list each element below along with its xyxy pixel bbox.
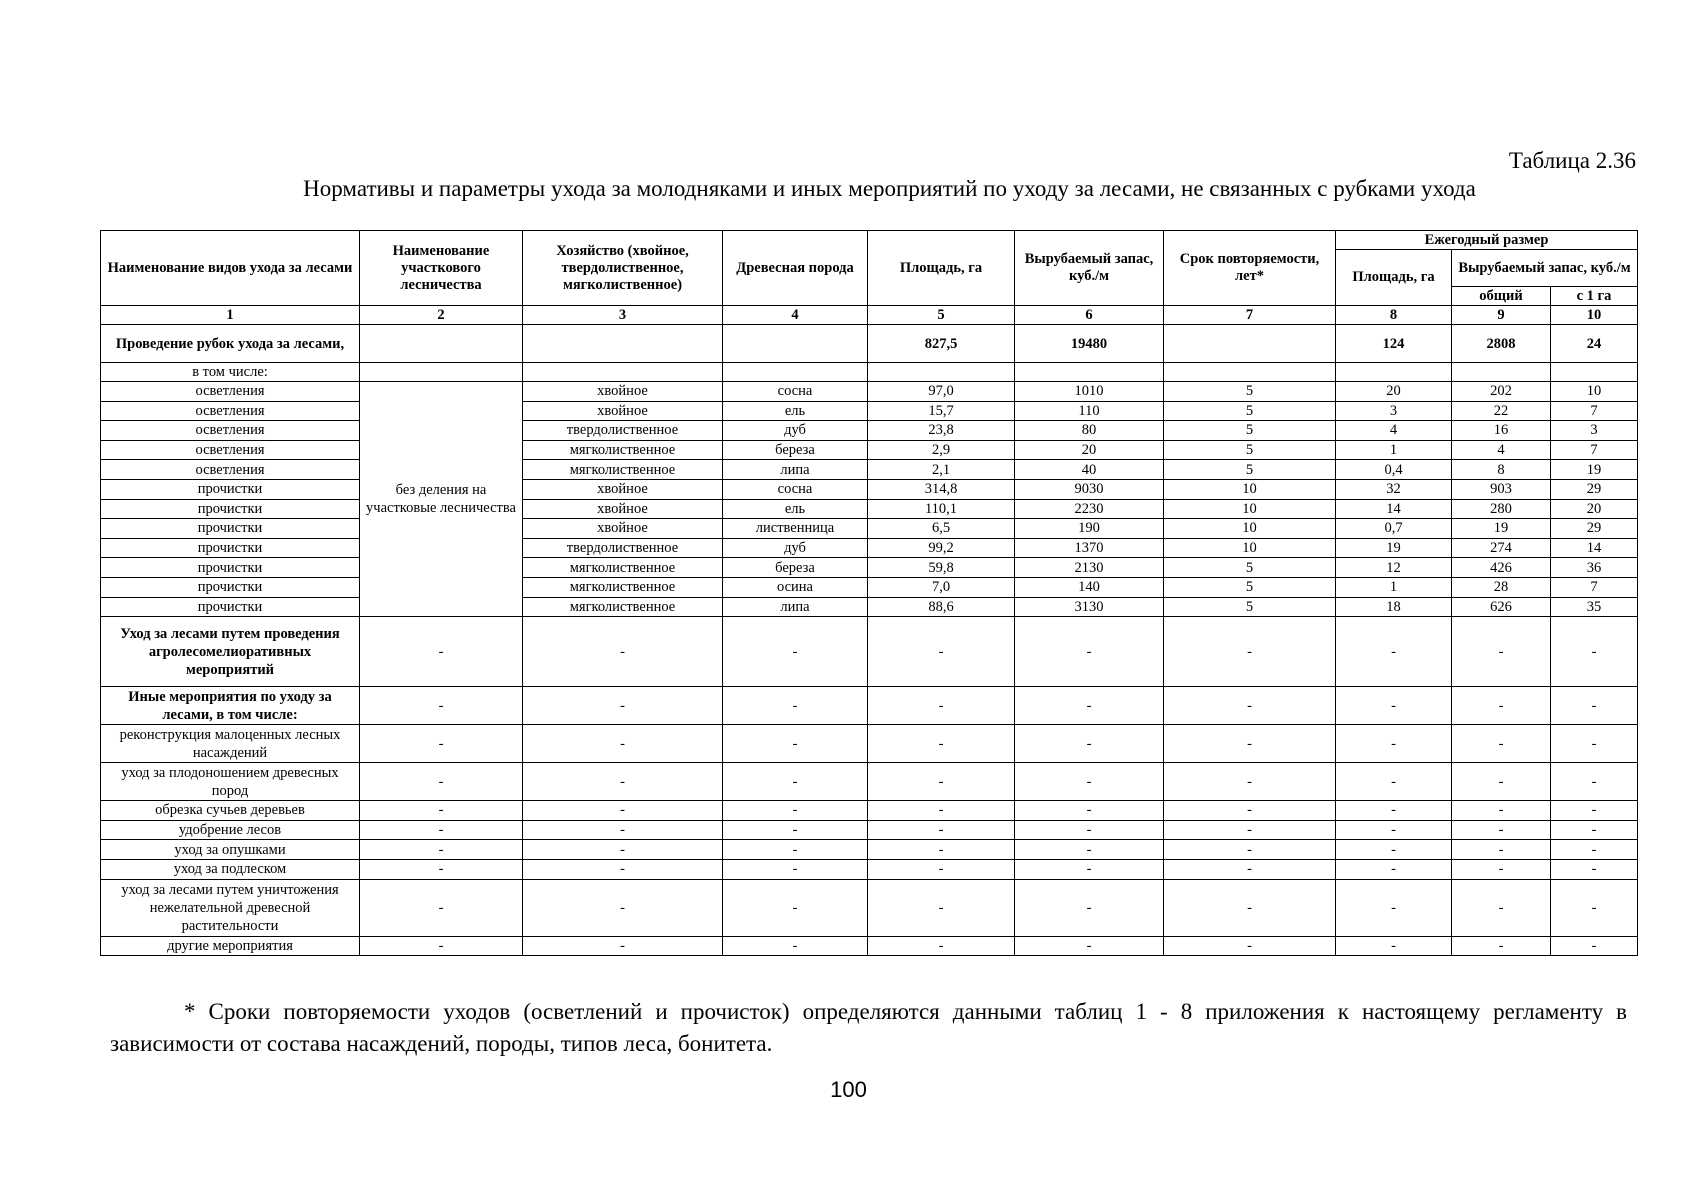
- dash-cell: -: [723, 687, 868, 725]
- table-cell: [1551, 363, 1638, 382]
- col-number: 5: [868, 306, 1015, 325]
- dash-cell: -: [1164, 859, 1336, 879]
- dash-cell: -: [868, 820, 1015, 840]
- dash-cell: -: [1452, 840, 1551, 860]
- dash-cell: -: [868, 801, 1015, 821]
- dash-cell: -: [868, 840, 1015, 860]
- dash-cell: -: [1551, 763, 1638, 801]
- table-row: [101, 597, 1638, 617]
- table-cell: 19: [1452, 519, 1551, 539]
- table-cell: 20: [1551, 499, 1638, 519]
- dash-cell: -: [723, 763, 868, 801]
- table-cell: 5: [1164, 558, 1336, 578]
- dash-cell: -: [360, 763, 523, 801]
- col-number: 9: [1452, 306, 1551, 325]
- dash-cell: -: [1551, 840, 1638, 860]
- table-row: [101, 859, 1638, 879]
- dash-cell: -: [723, 617, 868, 687]
- table-cell: липа: [723, 460, 868, 480]
- table-cell: сосна: [723, 479, 868, 499]
- table-cell: 14: [1336, 499, 1452, 519]
- table-cell: 903: [1452, 479, 1551, 499]
- table-cell: 1370: [1015, 538, 1164, 558]
- table-cell: 88,6: [868, 597, 1015, 617]
- table-cell: 19: [1551, 460, 1638, 480]
- dash-cell: -: [723, 879, 868, 936]
- header-col-7: Срок повторяемости, лет*: [1164, 231, 1336, 306]
- column-numbers-row: [101, 306, 1638, 325]
- table-cell: 7: [1551, 440, 1638, 460]
- dash-cell: -: [523, 879, 723, 936]
- dash-cell: -: [723, 801, 868, 821]
- dash-cell: -: [523, 725, 723, 763]
- activity-name: удобрение лесов: [101, 820, 360, 840]
- dash-cell: -: [1551, 879, 1638, 936]
- table-row: [101, 617, 1638, 687]
- dash-cell: -: [1452, 687, 1551, 725]
- table-cell: 3: [1551, 421, 1638, 441]
- dash-cell: -: [1551, 820, 1638, 840]
- table-cell: 2,9: [868, 440, 1015, 460]
- table-cell: мягколиственное: [523, 558, 723, 578]
- header-col-10: с 1 га: [1551, 287, 1638, 306]
- dash-cell: -: [1336, 687, 1452, 725]
- table-cell: 7: [1551, 577, 1638, 597]
- care-type: осветления: [101, 382, 360, 402]
- dash-cell: -: [1551, 859, 1638, 879]
- table-cell: мягколиственное: [523, 460, 723, 480]
- table-cell: лиственница: [723, 519, 868, 539]
- table-cell: 10: [1164, 499, 1336, 519]
- col-number: 7: [1164, 306, 1336, 325]
- dash-cell: -: [1015, 879, 1164, 936]
- activity-name: обрезка сучьев деревьев: [101, 801, 360, 821]
- table-cell: 5: [1164, 382, 1336, 402]
- table-cell: 190: [1015, 519, 1164, 539]
- table-row: [101, 936, 1638, 956]
- table-cell: береза: [723, 558, 868, 578]
- table-cell: 20: [1336, 382, 1452, 402]
- table-cell: 99,2: [868, 538, 1015, 558]
- table-cell: 12: [1336, 558, 1452, 578]
- dash-cell: -: [523, 801, 723, 821]
- table-cell: 1: [1336, 440, 1452, 460]
- dash-cell: -: [1164, 617, 1336, 687]
- table-row: [101, 479, 1638, 499]
- table-cell: 6,5: [868, 519, 1015, 539]
- table-row: [101, 725, 1638, 763]
- care-type: прочистки: [101, 538, 360, 558]
- table-cell: 314,8: [868, 479, 1015, 499]
- table-title: Нормативы и параметры ухода за молодняками и иных мероприятий по уходу за лесами, не связанных с рубками ухода: [303, 176, 1476, 201]
- col-number: 8: [1336, 306, 1452, 325]
- dash-cell: -: [868, 617, 1015, 687]
- header-col-3: Хозяйство (хвойное, твердолиственное, мягколиственное): [523, 231, 723, 306]
- table-cell: 280: [1452, 499, 1551, 519]
- col-number: 6: [1015, 306, 1164, 325]
- table-cell: береза: [723, 440, 868, 460]
- table-cell: [1164, 325, 1336, 363]
- table-cell: 274: [1452, 538, 1551, 558]
- table-cell: [868, 363, 1015, 382]
- including-label: в том числе:: [101, 363, 360, 382]
- table-row: [101, 460, 1638, 480]
- dash-cell: -: [360, 879, 523, 936]
- dash-cell: -: [360, 725, 523, 763]
- col-number: 4: [723, 306, 868, 325]
- dash-cell: -: [1015, 840, 1164, 860]
- table-row: [101, 820, 1638, 840]
- table-cell: ель: [723, 401, 868, 421]
- table-row: [101, 879, 1638, 936]
- table-cell: 2230: [1015, 499, 1164, 519]
- dash-cell: -: [723, 840, 868, 860]
- dash-cell: -: [1336, 840, 1452, 860]
- table-number: Таблица 2.36: [1508, 148, 1636, 173]
- table-cell: [1164, 363, 1336, 382]
- table-cell: [723, 363, 868, 382]
- care-type: прочистки: [101, 558, 360, 578]
- dash-cell: -: [1551, 687, 1638, 725]
- table-cell: 36: [1551, 558, 1638, 578]
- table-cell: 19: [1336, 538, 1452, 558]
- table-cell: 626: [1452, 597, 1551, 617]
- dash-cell: -: [1015, 801, 1164, 821]
- table-row: [101, 763, 1638, 801]
- care-type: осветления: [101, 401, 360, 421]
- dash-cell: -: [868, 725, 1015, 763]
- dash-cell: -: [1015, 820, 1164, 840]
- dash-cell: -: [1015, 763, 1164, 801]
- table-body: [101, 306, 1638, 956]
- table-cell: 202: [1452, 382, 1551, 402]
- summary-name: Проведение рубок ухода за лесами,: [101, 325, 360, 363]
- dash-cell: -: [523, 820, 723, 840]
- table-cell: хвойное: [523, 401, 723, 421]
- table-cell: 15,7: [868, 401, 1015, 421]
- dash-cell: -: [360, 859, 523, 879]
- page-number: 100: [830, 1077, 867, 1102]
- table-cell: 5: [1164, 401, 1336, 421]
- dash-cell: -: [1452, 820, 1551, 840]
- table-cell: 110: [1015, 401, 1164, 421]
- table-cell: [523, 325, 723, 363]
- table-cell: 16: [1452, 421, 1551, 441]
- table-cell: 2130: [1015, 558, 1164, 578]
- dash-cell: -: [1336, 801, 1452, 821]
- header-annual: Ежегодный размер: [1336, 231, 1638, 250]
- lesnichestvo-cell: без деления на участковые лесничества: [360, 382, 523, 617]
- summary-volume: 19480: [1015, 325, 1164, 363]
- col-number: 3: [523, 306, 723, 325]
- dash-cell: -: [1336, 879, 1452, 936]
- table-cell: [1336, 363, 1452, 382]
- table-cell: хвойное: [523, 519, 723, 539]
- dash-cell: -: [1015, 936, 1164, 956]
- dash-cell: -: [360, 820, 523, 840]
- table-cell: 5: [1164, 421, 1336, 441]
- care-type: осветления: [101, 440, 360, 460]
- table-cell: 7,0: [868, 577, 1015, 597]
- dash-cell: -: [1452, 617, 1551, 687]
- table-cell: 4: [1452, 440, 1551, 460]
- summary-row: [101, 325, 1638, 363]
- table-cell: 10: [1164, 538, 1336, 558]
- col-number: 10: [1551, 306, 1638, 325]
- dash-cell: -: [523, 936, 723, 956]
- table-cell: 10: [1164, 519, 1336, 539]
- care-type: прочистки: [101, 597, 360, 617]
- dash-cell: -: [868, 936, 1015, 956]
- table-cell: 426: [1452, 558, 1551, 578]
- dash-cell: -: [360, 801, 523, 821]
- dash-cell: -: [1015, 725, 1164, 763]
- table-cell: [723, 325, 868, 363]
- table-row: [101, 538, 1638, 558]
- table-cell: ель: [723, 499, 868, 519]
- header-col-1: Наименование видов ухода за лесами: [101, 231, 360, 306]
- including-row: [101, 363, 1638, 382]
- dash-cell: -: [868, 859, 1015, 879]
- table-cell: [523, 363, 723, 382]
- table-cell: твердолиственное: [523, 538, 723, 558]
- table-cell: [360, 363, 523, 382]
- table-cell: 5: [1164, 460, 1336, 480]
- norms-table: [100, 230, 1638, 956]
- table-cell: 5: [1164, 577, 1336, 597]
- header-volume: Вырубаемый запас, куб./м: [1452, 250, 1638, 287]
- table-cell: 35: [1551, 597, 1638, 617]
- summary-per-ha: 24: [1551, 325, 1638, 363]
- dash-cell: -: [523, 763, 723, 801]
- table-row: [101, 499, 1638, 519]
- dash-cell: -: [868, 687, 1015, 725]
- dash-cell: -: [1164, 840, 1336, 860]
- dash-cell: -: [1164, 801, 1336, 821]
- table-cell: [1452, 363, 1551, 382]
- dash-cell: -: [1452, 725, 1551, 763]
- table-cell: хвойное: [523, 499, 723, 519]
- activity-name: Иные мероприятия по уходу за лесами, в том числе:: [101, 687, 360, 725]
- table-cell: 9030: [1015, 479, 1164, 499]
- dash-cell: -: [1551, 936, 1638, 956]
- dash-cell: -: [1452, 859, 1551, 879]
- header-col-2: Наименование участкового лесничества: [360, 231, 523, 306]
- care-type: прочистки: [101, 577, 360, 597]
- dash-cell: -: [1452, 801, 1551, 821]
- summary-annual-volume: 2808: [1452, 325, 1551, 363]
- table-cell: 10: [1164, 479, 1336, 499]
- dash-cell: -: [1164, 820, 1336, 840]
- table-cell: 32: [1336, 479, 1452, 499]
- dash-cell: -: [1336, 859, 1452, 879]
- table-cell: 40: [1015, 460, 1164, 480]
- dash-cell: -: [868, 879, 1015, 936]
- dash-cell: -: [1336, 936, 1452, 956]
- dash-cell: -: [1452, 763, 1551, 801]
- dash-cell: -: [1336, 763, 1452, 801]
- dash-cell: -: [360, 687, 523, 725]
- table-cell: 4: [1336, 421, 1452, 441]
- header-col-5: Площадь, га: [868, 231, 1015, 306]
- activity-name: уход за подлеском: [101, 859, 360, 879]
- dash-cell: -: [523, 840, 723, 860]
- dash-cell: -: [1164, 687, 1336, 725]
- dash-cell: -: [1015, 859, 1164, 879]
- table-cell: 18: [1336, 597, 1452, 617]
- activity-name: другие мероприятия: [101, 936, 360, 956]
- dash-cell: -: [360, 617, 523, 687]
- dash-cell: -: [1015, 617, 1164, 687]
- table-row: [101, 558, 1638, 578]
- dash-cell: -: [723, 859, 868, 879]
- activity-name: реконструкция малоценных лесных насаждений: [101, 725, 360, 763]
- activity-name: уход за лесами путем уничтожения нежелательной древесной растительности: [101, 879, 360, 936]
- col-number: 1: [101, 306, 360, 325]
- dash-cell: -: [723, 936, 868, 956]
- table-cell: 28: [1452, 577, 1551, 597]
- dash-cell: -: [1015, 687, 1164, 725]
- care-type: осветления: [101, 421, 360, 441]
- dash-cell: -: [523, 687, 723, 725]
- dash-cell: -: [1164, 936, 1336, 956]
- table-cell: 3130: [1015, 597, 1164, 617]
- header-col-6: Вырубаемый запас, куб./м: [1015, 231, 1164, 306]
- table-row: [101, 440, 1638, 460]
- table-cell: 10: [1551, 382, 1638, 402]
- table-cell: хвойное: [523, 382, 723, 402]
- table-cell: осина: [723, 577, 868, 597]
- table-cell: 5: [1164, 597, 1336, 617]
- table-cell: дуб: [723, 421, 868, 441]
- table-cell: 110,1: [868, 499, 1015, 519]
- footnote: * Сроки повторяемости уходов (осветлений и прочисток) определяются данными таблиц 1 - 8 приложения к настоящему регламенту в зависимости от состава насаждений, породы, типов леса, бонитета.: [110, 999, 1627, 1056]
- table-row: [101, 401, 1638, 421]
- dash-cell: -: [1336, 820, 1452, 840]
- table-row: [101, 687, 1638, 725]
- header-col-4: Древесная порода: [723, 231, 868, 306]
- header-col-9: общий: [1452, 287, 1551, 306]
- col-number: 2: [360, 306, 523, 325]
- dash-cell: -: [1551, 801, 1638, 821]
- table-cell: 5: [1164, 440, 1336, 460]
- care-type: прочистки: [101, 499, 360, 519]
- table-row: [101, 382, 1638, 402]
- care-type: прочистки: [101, 519, 360, 539]
- table-cell: 80: [1015, 421, 1164, 441]
- table-cell: 97,0: [868, 382, 1015, 402]
- table-row: [101, 577, 1638, 597]
- summary-area: 827,5: [868, 325, 1015, 363]
- dash-cell: -: [723, 820, 868, 840]
- care-type: осветления: [101, 460, 360, 480]
- table-cell: [360, 325, 523, 363]
- table-cell: 29: [1551, 519, 1638, 539]
- table-cell: 1010: [1015, 382, 1164, 402]
- dash-cell: -: [1551, 617, 1638, 687]
- table-cell: 0,7: [1336, 519, 1452, 539]
- table-cell: 14: [1551, 538, 1638, 558]
- table-cell: 22: [1452, 401, 1551, 421]
- activity-name: уход за опушками: [101, 840, 360, 860]
- table-cell: сосна: [723, 382, 868, 402]
- table-header: [101, 231, 1638, 306]
- table-cell: 1: [1336, 577, 1452, 597]
- dash-cell: -: [360, 840, 523, 860]
- table-cell: 59,8: [868, 558, 1015, 578]
- dash-cell: -: [1452, 879, 1551, 936]
- dash-cell: -: [1164, 725, 1336, 763]
- table-cell: мягколиственное: [523, 440, 723, 460]
- header-col-8: Площадь, га: [1336, 250, 1452, 306]
- dash-cell: -: [523, 617, 723, 687]
- table-row: [101, 801, 1638, 821]
- table-row: [101, 519, 1638, 539]
- table-cell: дуб: [723, 538, 868, 558]
- activity-name: Уход за лесами путем проведения агролесомелиоративных мероприятий: [101, 617, 360, 687]
- table-cell: 0,4: [1336, 460, 1452, 480]
- dash-cell: -: [1164, 763, 1336, 801]
- dash-cell: -: [1336, 617, 1452, 687]
- activity-name: уход за плодоношением древесных пород: [101, 763, 360, 801]
- dash-cell: -: [523, 859, 723, 879]
- dash-cell: -: [1164, 879, 1336, 936]
- table-row: [101, 840, 1638, 860]
- table-cell: 29: [1551, 479, 1638, 499]
- table-cell: [1015, 363, 1164, 382]
- table-cell: мягколиственное: [523, 597, 723, 617]
- dash-cell: -: [1452, 936, 1551, 956]
- table-cell: 140: [1015, 577, 1164, 597]
- table-row: [101, 421, 1638, 441]
- dash-cell: -: [868, 763, 1015, 801]
- dash-cell: -: [1551, 725, 1638, 763]
- table-cell: липа: [723, 597, 868, 617]
- table-cell: хвойное: [523, 479, 723, 499]
- table-cell: 2,1: [868, 460, 1015, 480]
- table-cell: 7: [1551, 401, 1638, 421]
- summary-annual-area: 124: [1336, 325, 1452, 363]
- table-cell: 3: [1336, 401, 1452, 421]
- table-cell: твердолиственное: [523, 421, 723, 441]
- table-cell: мягколиственное: [523, 577, 723, 597]
- dash-cell: -: [1336, 725, 1452, 763]
- dash-cell: -: [723, 725, 868, 763]
- care-type: прочистки: [101, 479, 360, 499]
- table-cell: 20: [1015, 440, 1164, 460]
- table-cell: 23,8: [868, 421, 1015, 441]
- table-cell: 8: [1452, 460, 1551, 480]
- dash-cell: -: [360, 936, 523, 956]
